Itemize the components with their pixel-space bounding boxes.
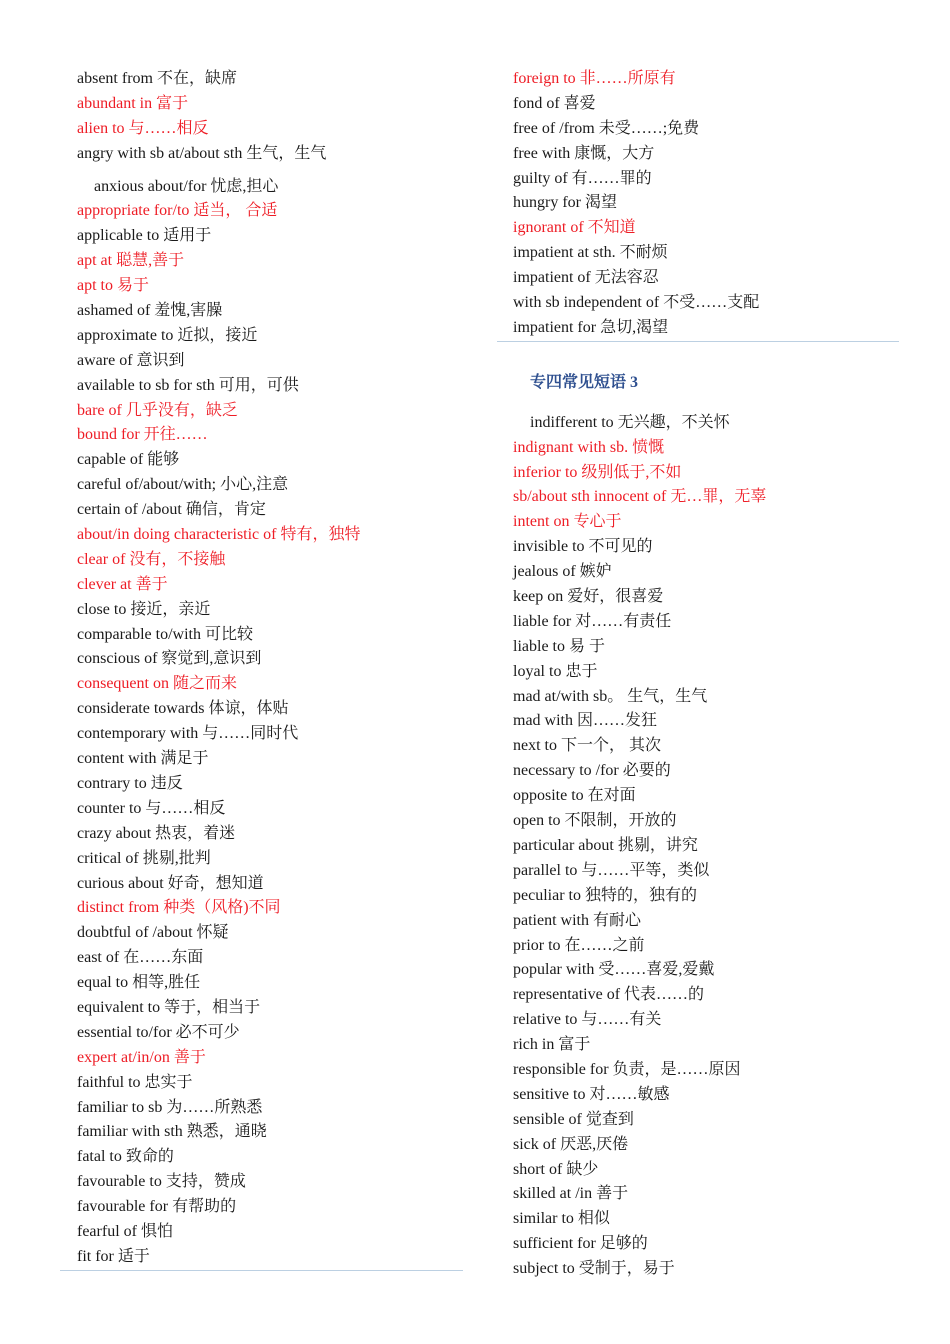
phrase-entry: east of 在……东面 [77,949,204,967]
phrase-entry: opposite to 在对面 [513,787,636,805]
phrase-entry: impatient at sth. 不耐烦 [513,244,668,262]
phrase-entry: sufficient for 足够的 [513,1235,648,1253]
phrase-entry: invisible to 不可见的 [513,538,653,556]
phrase-entry: alien to 与……相反 [77,119,209,137]
phrase-entry: fit for 适于 [77,1247,150,1265]
phrase-entry: crazy about 热衷，着迷 [77,824,236,842]
phrase-entry: appropriate for/to 适当， 合适 [77,202,278,220]
phrase-entry: popular with 受……喜爱,爱戴 [513,961,715,979]
phrase-entry: subject to 受制于，易于 [513,1260,675,1278]
phrase-entry: free with 康慨，大方 [513,144,655,162]
phrase-entry: mad at/with sb。 生气，生气 [513,687,708,705]
phrase-entry: relative to 与……有关 [513,1011,662,1029]
phrase-entry: counter to 与……相反 [77,799,226,817]
phrase-entry: essential to/for 必不可少 [77,1023,240,1041]
phrase-entry: distinct from 种类（风格)不同 [77,899,281,917]
phrase-entry: doubtful of /about 怀疑 [77,924,229,942]
phrase-entry: guilty of 有……罪的 [513,169,652,187]
phrase-entry: foreign to 非……所原有 [513,70,676,87]
phrase-entry: free of /from 未受……;免费 [513,119,700,137]
phrase-entry: open to 不限制，开放的 [513,812,677,830]
phrase-entry: consequent on 随之而来 [77,675,237,693]
phrase-entry: bare of 几乎没有，缺乏 [77,401,238,419]
phrase-entry: fatal to 致命的 [77,1148,174,1166]
phrase-entry: responsible for 负责，是……原因 [513,1060,741,1078]
phrase-entry: short of 缺少 [513,1160,599,1178]
phrase-entry: faithful to 忠实于 [77,1073,193,1091]
phrase-entry: content with 满足于 [77,750,209,768]
phrase-entry: abundant in 富于 [77,94,189,112]
phrase-entry: clever at 善于 [77,575,168,593]
phrase-entry: familiar to sb 为……所熟悉 [77,1098,263,1116]
phrase-entry: favourable to 支持，赞成 [77,1173,246,1191]
phrase-entry: liable for 对……有责任 [513,612,672,630]
phrase-entry: anxious about/for 忧虑,担心 [94,177,279,195]
phrase-entry: keep on 爱好，很喜爱 [513,588,664,606]
phrase-entry: approximate to 近拟，接近 [77,326,258,344]
phrase-entry: necessary to /for 必要的 [513,762,671,780]
phrase-entry: available to sb for sth 可用，可供 [77,376,299,394]
phrase-entry: favourable for 有帮助的 [77,1198,237,1216]
phrase-entry: impatient for 急切,渴望 [513,318,669,336]
right-column-bottom-list [513,411,903,1282]
phrase-entry: skilled at /in 善于 [513,1185,629,1203]
phrase-entry: similar to 相似 [513,1210,610,1228]
phrase-entry: close to 接近，亲近 [77,600,211,618]
phrase-entry: indignant with sb. 愤慨 [513,438,665,456]
phrase-entry: sb/about sth innocent of 无…罪，无辜 [513,488,767,506]
phrase-entry: conscious of 察觉到,意识到 [77,650,262,668]
phrase-entry: sensible of 觉查到 [513,1110,634,1128]
phrase-entry: sick of 厌恶,厌倦 [513,1135,629,1153]
phrase-entry: hungry for 渴望 [513,194,617,212]
phrase-entry: careful of/about/with; 小心,注意 [77,476,289,494]
phrase-entry: parallel to 与……平等，类似 [513,861,710,879]
phrase-entry: equivalent to 等于，相当于 [77,998,261,1016]
phrase-entry: curious about 好奇，想知道 [77,874,264,892]
phrase-entry: bound for 开往…… [77,426,208,444]
phrase-entry: fond of 喜爱 [513,94,596,112]
phrase-entry: fearful of 惧怕 [77,1222,173,1240]
phrase-entry: with sb independent of 不受……支配 [513,294,760,312]
phrase-entry: mad with 因……发狂 [513,712,657,730]
phrase-entry: prior to 在……之前 [513,936,645,954]
phrase-entry: inferior to 级别低于,不如 [513,463,682,481]
phrase-entry: particular about 挑剔，讲究 [513,836,698,854]
section-divider [497,341,899,342]
phrase-entry: aware of 意识到 [77,351,185,369]
phrase-entry: indifferent to 无兴趣，不关怀 [530,413,730,431]
phrase-entry: considerate towards 体谅，体贴 [77,700,289,718]
phrase-entry: ignorant of 不知道 [513,219,636,237]
phrase-entry: capable of 能够 [77,451,180,469]
phrase-entry: patient with 有耐心 [513,911,641,929]
phrase-entry: clear of 没有，不接触 [77,550,226,568]
phrase-entry: impatient of 无法容忍 [513,269,659,287]
phrase-entry: representative of 代表……的 [513,986,705,1004]
left-column [77,67,462,1270]
phrase-entry: absent from 不在，缺席 [77,70,237,87]
phrase-entry: sensitive to 对……敏感 [513,1085,670,1103]
phrase-entry: familiar with sth 熟悉，通晓 [77,1123,267,1141]
phrase-entry: jealous of 嫉妒 [513,563,612,581]
phrase-entry: critical of 挑剔,批判 [77,849,211,867]
right-column [513,67,903,1282]
phrase-entry: liable to 易 于 [513,637,605,655]
phrase-entry: applicable to 适用于 [77,227,212,245]
phrase-entry: next to 下一个， 其次 [513,737,661,755]
phrase-entry: apt at 聪慧,善于 [77,252,185,270]
phrase-entry: apt to 易于 [77,277,149,295]
phrase-entry: rich in 富于 [513,1036,591,1054]
right-column-top-list [513,67,903,341]
phrase-entry: expert at/in/on 善于 [77,1048,206,1066]
phrase-entry: comparable to/with 可比较 [77,625,253,643]
phrase-entry: about/in doing characteristic of 特有，独特 [77,526,361,544]
phrase-entry: certain of /about 确信，肯定 [77,501,266,519]
section-heading: 专四常见短语 3 [530,373,639,391]
phrase-entry: peculiar to 独特的，独有的 [513,886,697,904]
phrase-entry: ashamed of 羞愧,害臊 [77,302,223,320]
phrase-entry: intent on 专心于 [513,513,622,531]
phrase-entry: angry with sb at/about sth 生气，生气 [77,144,327,162]
phrase-entry: equal to 相等,胜任 [77,974,201,992]
left-column-divider [60,1270,463,1271]
phrase-entry: loyal to 忠于 [513,662,598,680]
phrase-entry: contrary to 违反 [77,774,183,792]
phrase-entry: contemporary with 与……同时代 [77,725,299,743]
